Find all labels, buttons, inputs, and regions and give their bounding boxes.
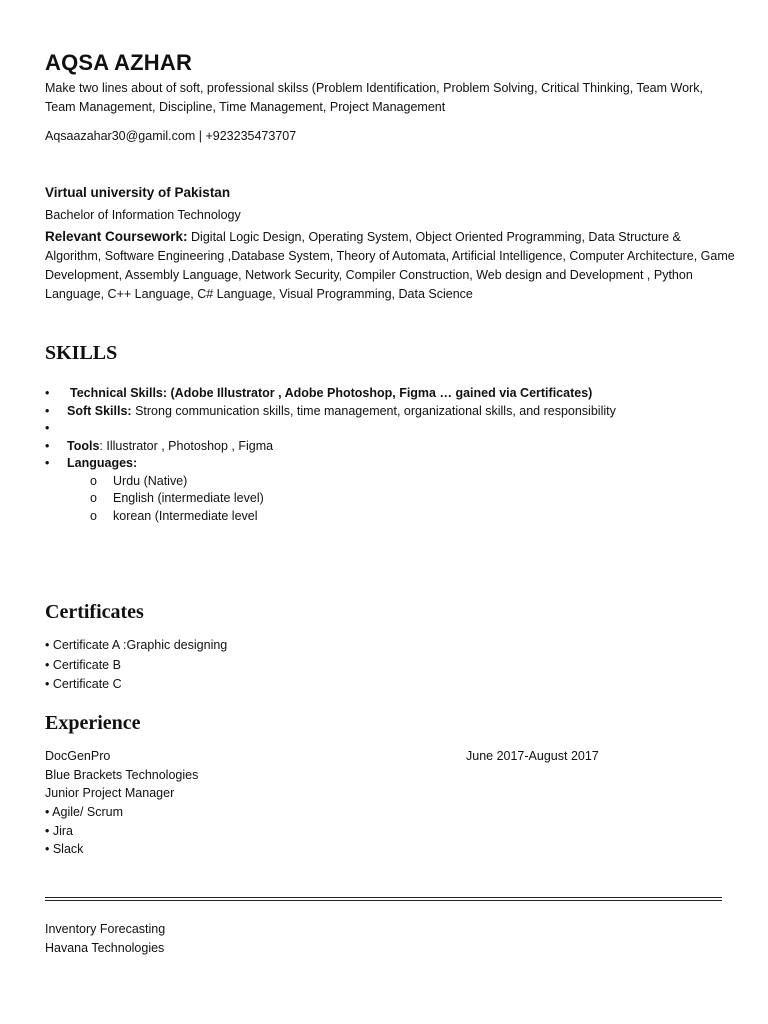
circle-bullet-icon: o [90,473,97,488]
contact-info: Aqsaazahar30@gamil.com | +923235473707 [45,129,297,143]
tool-item: • Jira [45,823,73,838]
company-name: Havana Technologies [45,941,165,955]
bullet-icon: • [45,386,50,400]
experience-entry [45,747,198,859]
coursework-list: Digital Logic Design, Operating System, Object Oriented Programming, Data Structure & Algorithm, Software Engineering ,Database System, Theory of Automata, Artificial Intelligence, Computer Architecture, Game Development, Assembly Language, Network Security, Compiler Construction, Web design and Development , Python Language, C++ Language, C# Language, Visual Programming, Data Science [45,230,735,301]
tools-label: Tools [67,438,100,453]
university-name: Virtual university of Pakistan [45,185,231,200]
soft-skills-label: Soft Skills: [67,403,132,418]
company-name: Blue Brackets Technologies [45,767,199,782]
certificate-item: • Certificate A :Graphic designing [45,638,228,652]
technical-skills: Technical Skills: (Adobe Illustrator , Adobe Photoshop, Figma … gained via Certificates) [70,386,593,400]
certificate-item: • Certificate B [45,657,121,672]
coursework-paragraph [45,227,735,304]
soft-skills-text: Strong communication skills, time management, organizational skills, and responsibility [131,403,616,418]
circle-bullet-icon: o [90,491,97,505]
bullet-icon: • [45,421,50,435]
project-name: Inventory Forecasting [45,922,166,936]
job-dates: June 2017-August 2017 [466,749,599,763]
tool-item: • Agile/ Scrum [45,805,124,820]
profile-summary: Make two lines about of soft, professional skilss (Problem Identification, Problem Solving, Critical Thinking, Team Work, Team Management, Discipline, Time Management, Project Management [45,81,703,114]
bullet-icon: • [45,456,50,470]
bullet-icon: • [45,403,50,418]
tools-text: : Illustrator , Photoshop , Figma [99,438,274,453]
circle-bullet-icon: o [90,508,97,523]
section-divider [45,900,722,901]
languages-label: Languages: [67,456,138,470]
certificates-heading: Certificates [45,601,144,623]
job-role: Junior Project Manager [45,786,175,801]
certificates-list [45,636,227,695]
certificate-item: • Certificate C [45,677,122,691]
experience-entry [45,920,165,958]
experience-heading: Experience [45,712,141,734]
project-name: DocGenPro [45,749,111,763]
candidate-name: AQSA AZHAR [45,50,193,75]
coursework-label: Relevant Coursework: [45,229,188,244]
tool-item: • Slack [45,842,84,857]
section-divider [45,897,722,898]
skills-heading: SKILLS [45,342,118,364]
degree-title: Bachelor of Information Technology [45,208,241,222]
bullet-icon: • [45,438,50,453]
